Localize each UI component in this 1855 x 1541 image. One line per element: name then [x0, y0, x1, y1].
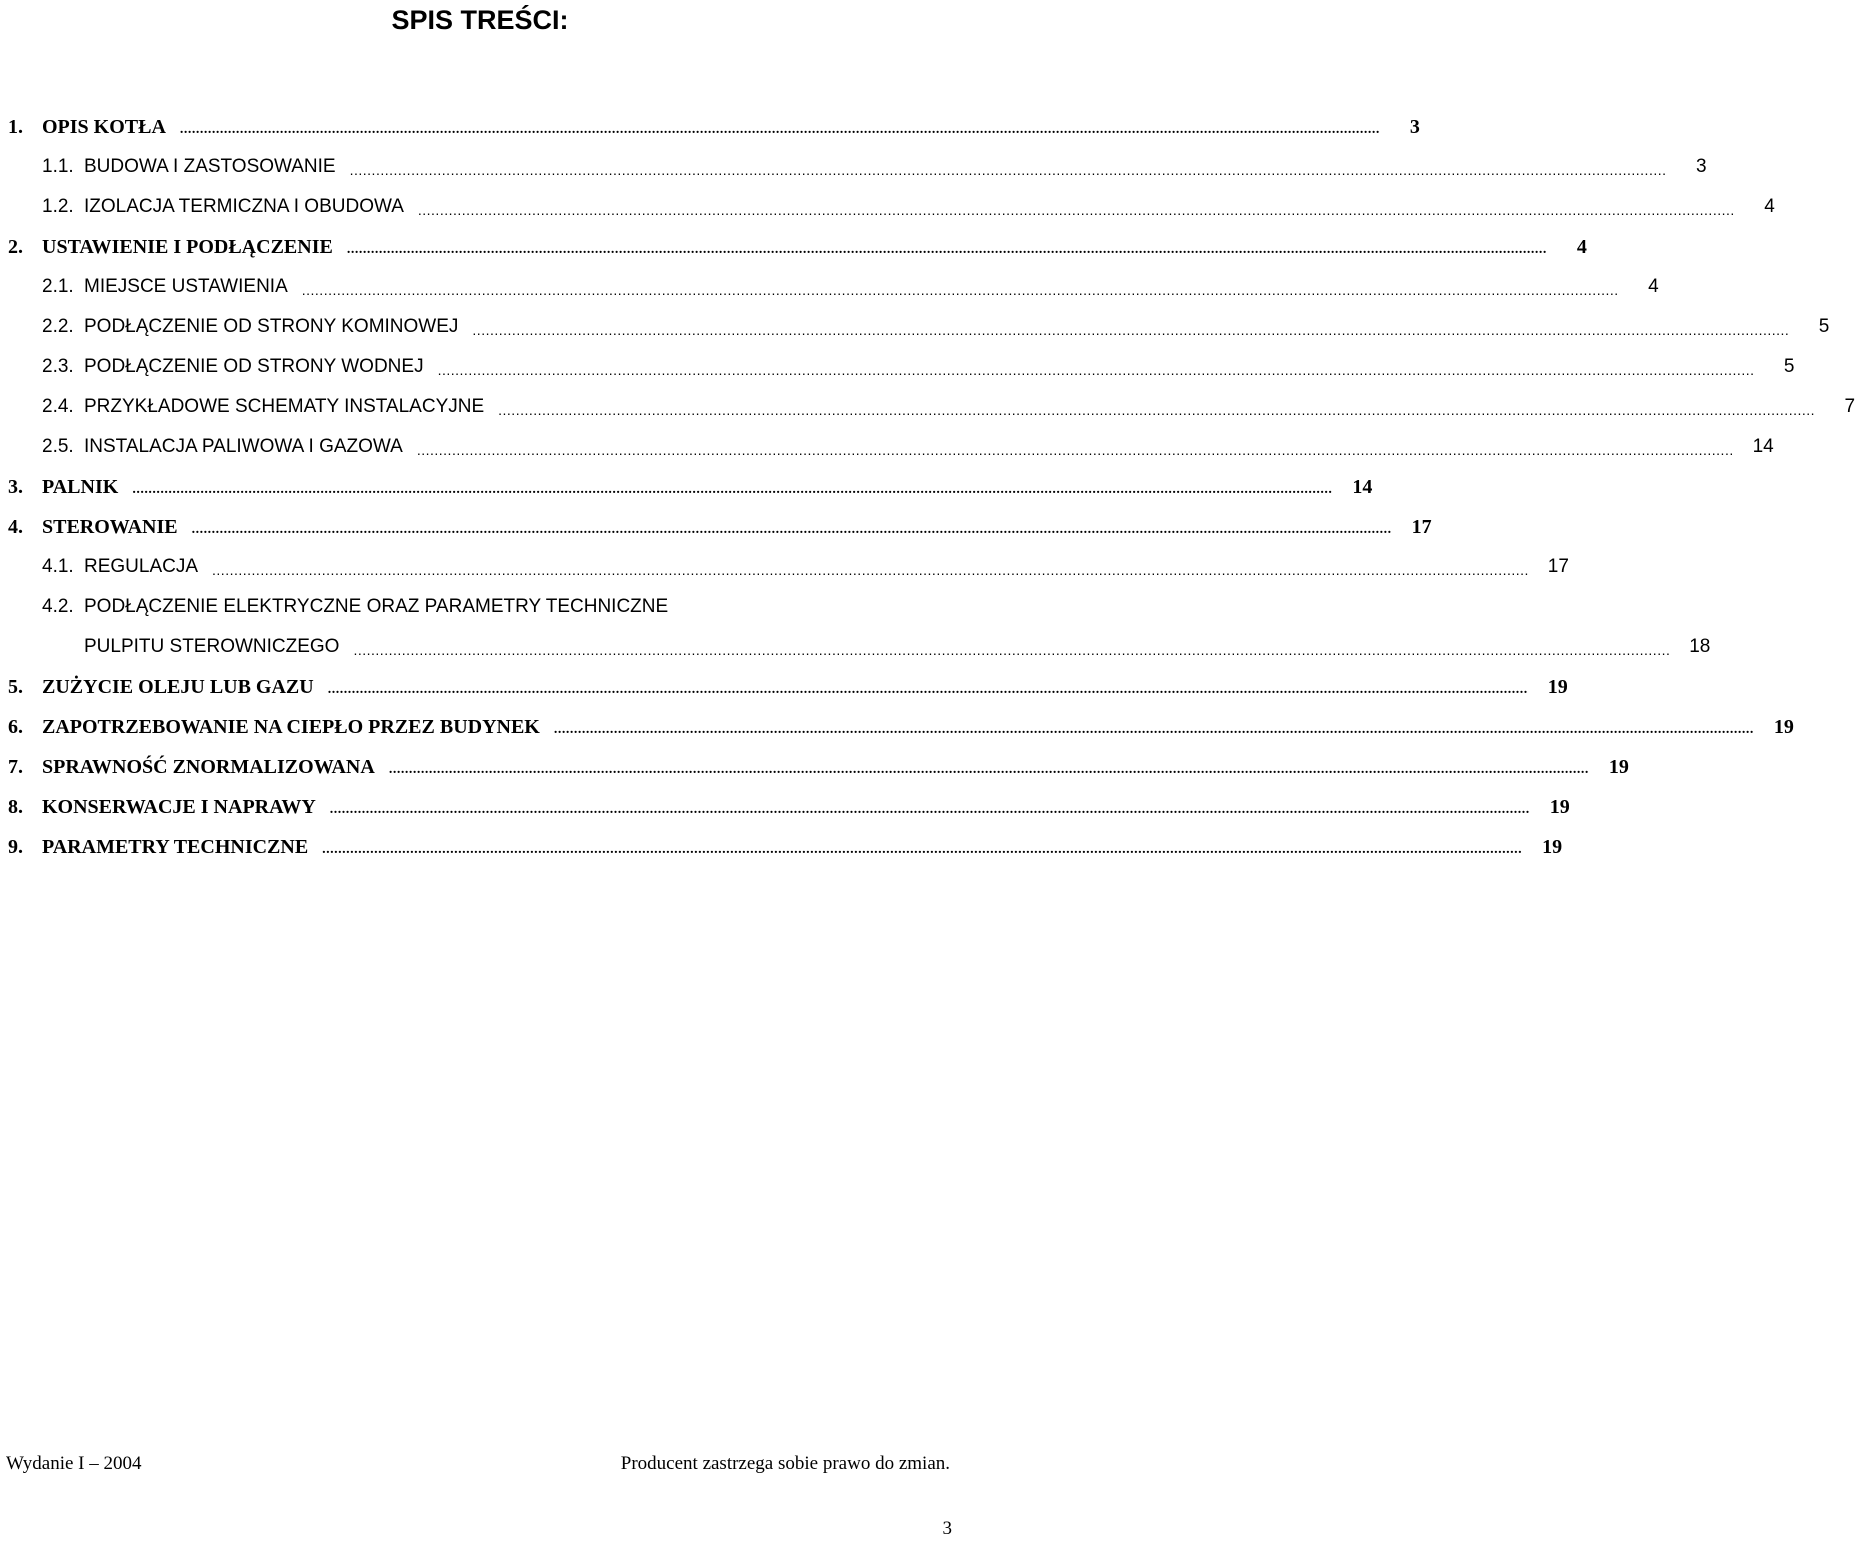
toc-entry-label: BUDOWA I ZASTOSOWANIE — [84, 156, 336, 177]
toc-entry[interactable] — [8, 427, 1774, 467]
toc-dot-leader: ............................................................................................................................................................................................................................................................................................................ — [329, 802, 1530, 817]
toc-dot-leader: ............................................................................................................................................................................................................................................................................................................ — [191, 522, 1392, 537]
toc-entry[interactable] — [8, 187, 1775, 227]
toc-entry-label: STEROWANIE — [42, 515, 178, 538]
toc-entry[interactable] — [8, 507, 1432, 547]
toc-entry-number: 2.2. — [42, 316, 74, 337]
toc-entry-label: PARAMETRY TECHNICZNE — [42, 835, 309, 858]
toc-entry-page: 4 — [1648, 276, 1659, 297]
toc-entry-number: 1.2. — [42, 196, 74, 217]
toc-entry-page: 18 — [1689, 636, 1711, 657]
toc-entry-number: 9. — [8, 835, 23, 858]
toc-entry-number: 1.1. — [42, 156, 74, 177]
toc-entry[interactable] — [8, 467, 1373, 507]
toc-entry[interactable] — [8, 667, 1568, 707]
toc-entry-page: 3 — [1695, 156, 1707, 177]
toc-entry-page: 14 — [1352, 475, 1373, 498]
toc-entry-page: 5 — [1783, 356, 1795, 377]
toc-entry-number: 8. — [8, 795, 23, 818]
toc-entry-page: 19 — [1608, 755, 1629, 778]
toc-dot-leader: ............................................................................................................................................................................................................................................................................................................ — [472, 322, 1790, 338]
toc-entry-label: PODŁĄCZENIE OD STRONY WODNEJ — [84, 356, 424, 377]
toc-entry-number: 4.1. — [42, 556, 74, 577]
toc-entry-page: 17 — [1411, 515, 1432, 538]
toc-entry[interactable] — [8, 587, 958, 627]
toc-entry-number: 1. — [8, 115, 23, 138]
toc-entry-label: ZUŻYCIE OLEJU LUB GAZU — [42, 675, 314, 698]
toc-dot-leader: ............................................................................................................................................................................................................................................................................................................ — [346, 242, 1547, 257]
toc-entry-page: 4 — [1576, 235, 1587, 258]
toc-entry[interactable] — [8, 227, 1587, 267]
toc-entry[interactable] — [8, 147, 1707, 187]
toc-dot-leader: ............................................................................................................................................................................................................................................................................................................ — [437, 362, 1755, 378]
toc-dot-leader: ............................................................................................................................................................................................................................................................................................................ — [301, 282, 1619, 298]
toc-entry[interactable] — [8, 307, 1830, 347]
toc-entry-page: 17 — [1547, 556, 1569, 577]
toc-entry-number: 2.3. — [42, 356, 74, 377]
toc-entry[interactable] — [8, 547, 1569, 587]
toc-dot-leader: ............................................................................................................................................................................................................................................................................................................ — [553, 722, 1754, 737]
toc-dot-leader: ............................................................................................................................................................................................................................................................................................................ — [353, 642, 1671, 658]
toc-entry[interactable] — [8, 787, 1570, 827]
toc-entry[interactable] — [8, 347, 1795, 387]
toc-entry-label: REGULACJA — [84, 556, 199, 577]
footer-disclaimer: Producent zastrzega sobie prawo do zmian. — [620, 1453, 950, 1474]
toc-dot-leader: ............................................................................................................................................................................................................................................................................................................ — [349, 162, 1667, 178]
toc-entry-label: INSTALACJA PALIWOWA I GAZOWA — [84, 436, 403, 457]
toc-entry-number: 5. — [8, 675, 23, 698]
toc-entry-number: 4.2. — [42, 596, 74, 617]
toc-entry-label: OPIS KOTŁA — [42, 115, 166, 138]
toc-entry-label: PODŁĄCZENIE OD STRONY KOMINOWEJ — [84, 316, 459, 337]
toc-entry-page: 7 — [1844, 396, 1855, 417]
page-title: SPIS TREŚCI: — [391, 5, 569, 35]
toc-entry-page: 19 — [1773, 715, 1794, 738]
toc-entry[interactable] — [8, 827, 1563, 867]
toc-entry-number: 2.1. — [42, 276, 74, 297]
toc-dot-leader: ............................................................................................................................................................................................................................................................................................................ — [179, 122, 1380, 137]
footer-edition: Wydanie I – 2004 — [6, 1453, 142, 1474]
toc-entry[interactable] — [8, 707, 1794, 747]
toc-entry-page: 19 — [1542, 835, 1563, 858]
toc-entry-label: PODŁĄCZENIE ELEKTRYCZNE ORAZ PARAMETRY TECHNICZNE — [84, 596, 669, 617]
toc-entry-number: 2.4. — [42, 396, 74, 417]
toc-dot-leader: ............................................................................................................................................................................................................................................................................................................ — [212, 562, 1529, 578]
toc-entry-label: ZAPOTRZEBOWANIE NA CIEPŁO PRZEZ BUDYNEK — [42, 715, 540, 738]
toc-entry-number: 6. — [8, 715, 23, 738]
table-of-contents — [8, 107, 1855, 867]
toc-dot-leader: ............................................................................................................................................................................................................................................................................................................ — [498, 402, 1816, 418]
toc-entry-number: 3. — [8, 475, 23, 498]
toc-entry-label: MIEJSCE USTAWIENIA — [84, 276, 288, 297]
toc-entry-page: 14 — [1752, 436, 1774, 457]
toc-dot-leader: ............................................................................................................................................................................................................................................................................................................ — [322, 842, 1523, 857]
toc-entry-page: 19 — [1549, 795, 1570, 818]
toc-entry[interactable] — [8, 107, 1420, 147]
toc-entry-label: PULPITU STEROWNICZEGO — [84, 636, 340, 657]
toc-entry-label: KONSERWACJE I NAPRAWY — [42, 795, 316, 818]
toc-entry[interactable] — [8, 747, 1629, 787]
toc-dot-leader: ............................................................................................................................................................................................................................................................................................................ — [388, 762, 1589, 777]
toc-entry-page: 19 — [1547, 675, 1568, 698]
page-number: 3 — [942, 1518, 952, 1539]
toc-entry-label: PRZYKŁADOWE SCHEMATY INSTALACYJNE — [84, 396, 485, 417]
toc-entry-number: 4. — [8, 515, 23, 538]
toc-dot-leader: ............................................................................................................................................................................................................................................................................................................ — [327, 682, 1528, 697]
toc-entry-label: PALNIK — [42, 475, 119, 498]
toc-entry-label: USTAWIENIE I PODŁĄCZENIE — [42, 235, 333, 258]
toc-entry-page: 3 — [1409, 115, 1420, 138]
toc-entry-number: 2.5. — [42, 436, 74, 457]
toc-entry-number: 7. — [8, 755, 23, 778]
toc-entry[interactable] — [8, 627, 1711, 667]
toc-entry-page: 4 — [1764, 196, 1775, 217]
toc-entry[interactable] — [8, 267, 1659, 307]
toc-entry-number: 2. — [8, 235, 23, 258]
toc-entry-label: IZOLACJA TERMICZNA I OBUDOWA — [84, 196, 404, 217]
toc-entry-page: 5 — [1818, 316, 1830, 337]
toc-dot-leader: ............................................................................................................................................................................................................................................................................................................ — [416, 442, 1734, 458]
toc-entry[interactable] — [8, 387, 1855, 427]
toc-dot-leader: ............................................................................................................................................................................................................................................................................................................ — [417, 202, 1735, 218]
toc-dot-leader: ............................................................................................................................................................................................................................................................................................................ — [132, 482, 1333, 497]
toc-entry-label: SPRAWNOŚĆ ZNORMALIZOWANA — [42, 755, 375, 778]
